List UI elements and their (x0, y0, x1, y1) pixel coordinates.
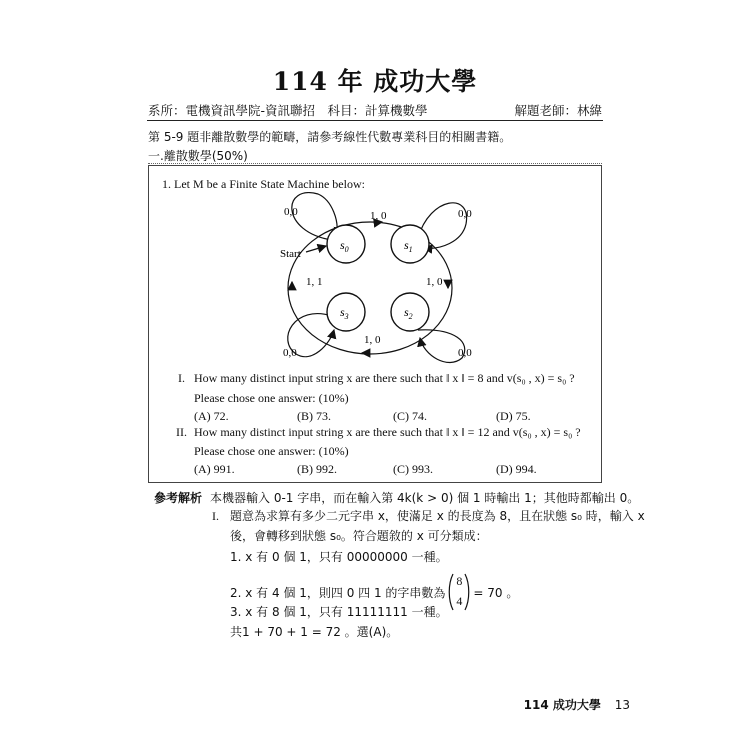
header-teacher: 解題老師：林緯 (514, 103, 602, 118)
solution-intro: 本機器輸入 0-1 字串，而在輸入第 4k(k > 0) 個 1 時輸出 1；其他時都輸出 0。 (210, 491, 640, 505)
question-intro: 1. Let M be a Finite State Machine below: (162, 177, 365, 191)
part-ii-option-a: (A) 991. (194, 462, 235, 476)
solution-case-3: 3. x 有 8 個 1，只有 11111111 一種。 (230, 605, 448, 619)
solution-case-1: 1. x 有 0 個 1，只有 00000000 一種。 (230, 550, 448, 564)
page-footer (524, 696, 630, 713)
page-number: 13 (614, 698, 630, 712)
loop-label-s3: 0,0 (283, 347, 297, 359)
header-rule (147, 120, 603, 121)
state-s2-label: $s_2$ (404, 305, 413, 321)
part-ii-question: How many distinct input string x are there such that ‖ x ‖ = 12 and v(s₀ , x) = s₀ ? (194, 425, 581, 439)
start-label: Start (280, 248, 301, 260)
part-i-option-d: (D) 75. (496, 409, 531, 423)
case-2-result: = 70 。 (473, 585, 519, 600)
loop-label-s0: 0,0 (284, 206, 298, 218)
solution-line-2: 後，會轉移到狀態 s₀。符合題敘的 x 可分類成： (230, 529, 488, 543)
part-ii-option-c: (C) 993. (393, 462, 433, 476)
edge-label-s2-s3: 1, 0 (364, 334, 381, 346)
case-2-text: 2. x 有 4 個 1，則四 0 四 1 的字串數為 (230, 585, 446, 600)
header-dept-subject: 系所：電機資訊學院-資訊聯招 科目：計算機數學 (148, 103, 428, 118)
notice-text: 第 5-9 題非離散數學的範疇，請參考線性代數專業科目的相關書籍。 (148, 130, 512, 144)
part-ii-option-d: (D) 994. (496, 462, 537, 476)
page-title: 114 年 成功大學 (272, 67, 478, 96)
solution-total: 共1 + 70 + 1 = 72 。選(A)。 (230, 625, 399, 639)
binomial-bottom: 4 (456, 594, 463, 608)
part-i-prompt: Please chose one answer: (10%) (194, 391, 349, 405)
part-ii-prompt: Please chose one answer: (10%) (194, 444, 349, 458)
part-i-option-a: (A) 72. (194, 409, 229, 423)
part-ii-option-b: (B) 992. (297, 462, 337, 476)
state-s0 (327, 225, 365, 263)
section-divider (148, 163, 602, 164)
solution-line-1: 題意為求算有多少二元字串 x，使滿足 x 的長度為 8，且在狀態 s₀ 時，輸入 x (230, 509, 645, 523)
binomial-coefficient (448, 572, 470, 612)
solution-part-num: I. (212, 509, 219, 523)
solution-label: 參考解析 (154, 491, 203, 505)
fsm-diagram (240, 192, 500, 368)
edge-label-s1-s2: 1, 0 (426, 276, 443, 288)
part-i-question: How many distinct input string x are there such that ‖ x ‖ = 8 and v(s₀ , x) = s₀ ? (194, 371, 575, 385)
edge-label-s3-s0: 1, 1 (306, 276, 323, 288)
binomial-top: 8 (456, 574, 463, 588)
start-arrow (306, 246, 326, 252)
footer-school: 114 成功大學 (523, 698, 601, 712)
part-i-num: I. (178, 371, 185, 385)
loop-label-s2: 0,0 (458, 347, 472, 359)
loop-label-s1: 0,0 (458, 208, 472, 220)
part-ii-num: II. (176, 425, 187, 439)
edge-label-s0-s1: 1, 0 (370, 210, 387, 222)
part-i-option-c: (C) 74. (393, 409, 427, 423)
state-s0-label: $s_0$ (340, 238, 349, 254)
section-heading: 一.離散數學(50%) (148, 149, 248, 163)
state-s3-label: $s_3$ (340, 305, 349, 321)
state-s1-label: $s_1$ (404, 238, 413, 254)
part-i-option-b: (B) 73. (297, 409, 331, 423)
state-s1 (391, 225, 429, 263)
